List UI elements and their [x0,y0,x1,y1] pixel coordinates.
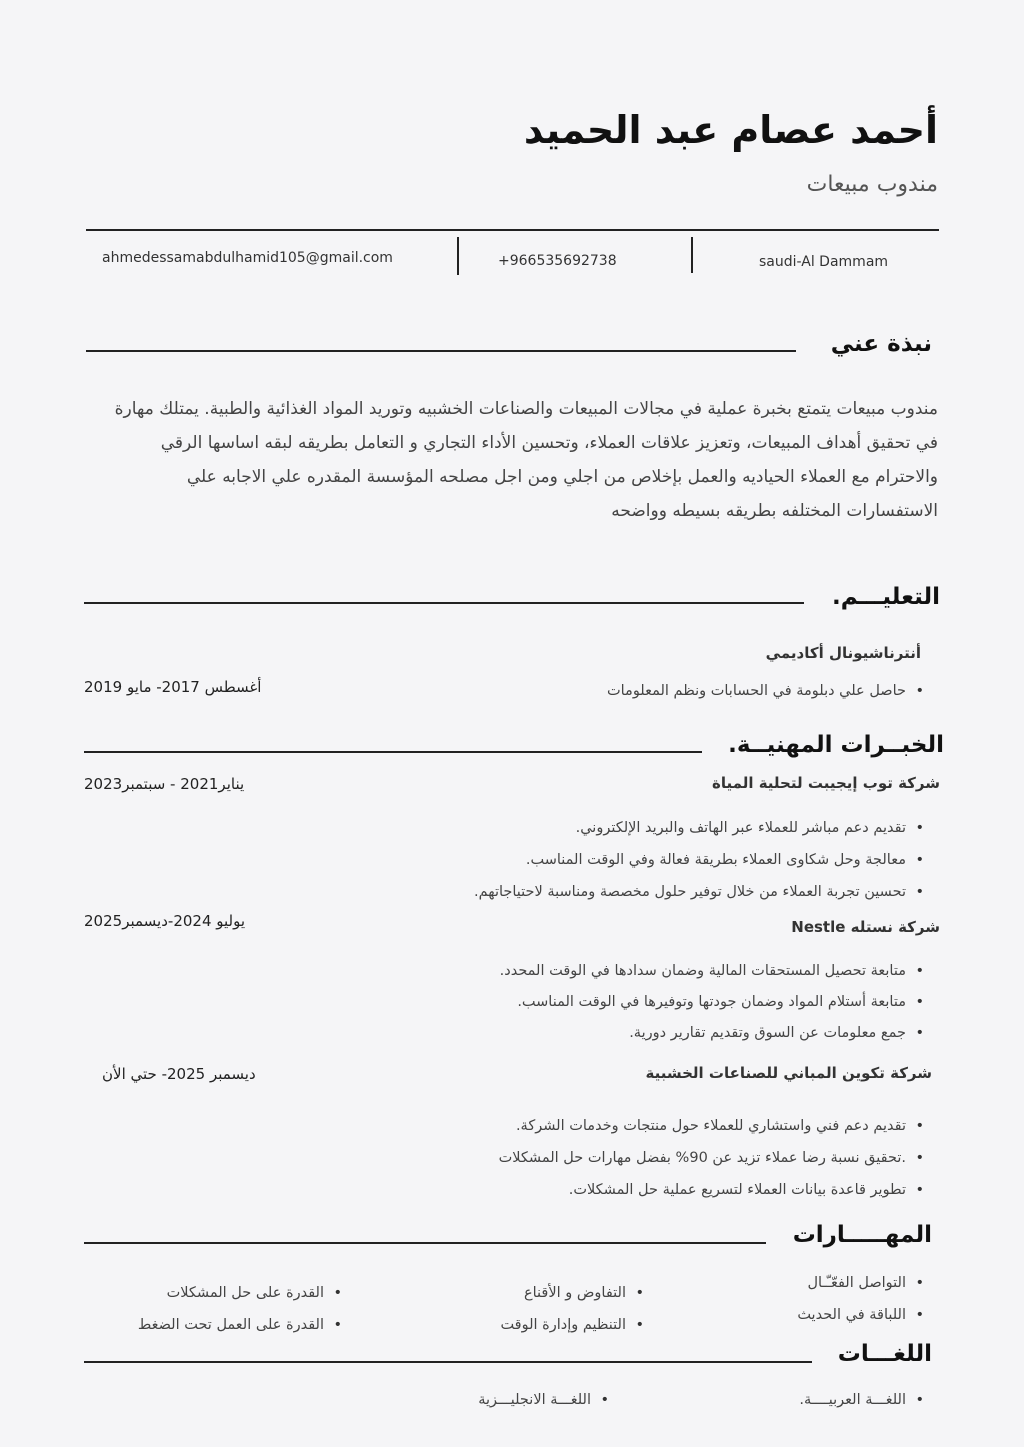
education-section-title: التعليـــم. [831,584,940,610]
list-item: • اللغـــة الانجليـــزية [478,1392,609,1408]
company-name: شركة نستله Nestle [791,918,940,936]
section-divider [84,1242,766,1244]
candidate-name: أحمد عصام عبد الحميد [523,108,938,152]
job-date: يوليو 2024-ديسمبر2025 [84,912,246,930]
about-section-title: نبذة عني [830,331,932,357]
skills-column-2 [500,1277,644,1341]
skills-column-1 [797,1267,924,1331]
list-item: • تحسين تجربة العملاء من خلال توفير حلول مخصصة ومناسبة لاحتياجاتهم. [474,876,924,908]
skills-section-title: المهـــــارات [792,1222,932,1248]
section-divider [84,751,702,753]
list-item: • اللغـــة العربيــــة. [799,1392,924,1408]
language-item-1 [799,1392,924,1408]
list-item: • تقديم دعم مباشر للعملاء عبر الهاتف والبريد الإلكتروني. [474,812,924,844]
list-item: • متابعة تحصيل المستحقات المالية وضمان سدادها في الوقت المحدد. [500,956,924,987]
company-name: شركة توب إيجيبت لتحلية المياة [712,774,940,792]
section-divider [84,602,804,604]
education-date: أغسطس 2017- مايو 2019 [84,678,262,696]
phone-text: +966535692738 [498,253,617,269]
header-divider [86,229,939,231]
job-bullets [474,812,924,908]
experience-section-title: الخبــرات المهنيــة. [728,732,944,758]
list-item: • القدرة على حل المشكلات [138,1277,342,1309]
list-item: • تقديم دعم فني واستشاري للعملاء حول منتجات وخدمات الشركة. [499,1110,924,1142]
list-item: • اللباقة في الحديث [797,1299,924,1331]
list-item: • القدرة على العمل تحت الضغط [138,1309,342,1341]
skills-column-3 [138,1277,342,1341]
section-divider [84,1361,812,1363]
list-item: • التفاوض و الأقناع [500,1277,644,1309]
about-text: مندوب مبيعات يتمتع بخبرة عملية في مجالات المبيعات والصناعات الخشبيه وتوريد المواد الغذائية والطبية. يمتلك مهارة في تحقيق أهداف المبيعات، وتعزيز علاقات العملاء، وتحسين الأداء التجاري و التعامل بطريقه لبقه اساسها الرقي والاحترام مع العملاء الحياديه والعمل بإخلاص من اجلي ومن اجل مصلحه المؤسسة المقدره علي الاجابه علي الاستفسارات المختلفه بطريقه بسيطه وواضحه [114,399,938,521]
list-item: • جمع معلومات عن السوق وتقديم تقارير دورية. [500,1018,924,1049]
contact-separator [691,237,693,273]
job-date: يناير2021 - سبتمبر2023 [84,775,245,793]
list-item: • حاصل علي دبلومة في الحسابات ونظم المعلومات [607,683,924,699]
language-item-2 [478,1392,609,1408]
list-item: • متابعة أستلام المواد وضمان جودتها وتوفيرها في الوقت المناسب. [500,987,924,1018]
contact-separator [457,237,459,275]
job-title: مندوب مبيعات [806,172,938,197]
section-divider [86,350,796,352]
institution-name: أنترناشيونال أكاديمي [765,644,921,662]
list-item: • التواصل الفعّـّـال [797,1267,924,1299]
location-text: saudi-Al Dammam [759,254,889,270]
list-item: • التنظيم وإدارة الوقت [500,1309,644,1341]
job-bullets [500,956,924,1049]
job-date: ديسمبر 2025- حتي الأن [102,1065,256,1083]
job-bullets [499,1110,924,1206]
list-item: • تطوير قاعدة بيانات العملاء لتسريع عملية حل المشكلات. [499,1174,924,1206]
list-item: • .تحقيق نسبة رضا عملاء تزيد عن 90% بفضل مهارات حل المشكلات [499,1142,924,1174]
list-item: • معالجة وحل شكاوى العملاء بطريقة فعالة وفي الوقت المناسب. [474,844,924,876]
education-bullets [607,683,924,699]
company-name: شركة تكوين المباني للصناعات الخشبية [645,1064,932,1082]
languages-section-title: اللغـــات [837,1341,932,1367]
email-text: ahmedessamabdulhamid105@gmail.com [102,250,393,266]
